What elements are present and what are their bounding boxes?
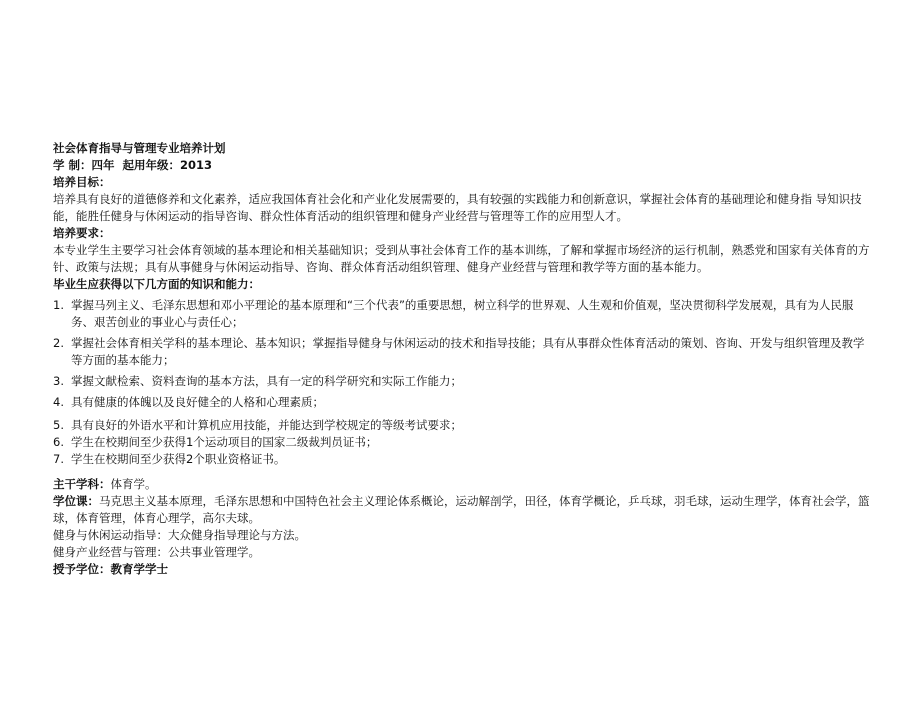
ability-number: 3. [53, 374, 64, 388]
direction-value: 大众健身指导理论与方法。 [168, 528, 306, 542]
objective-heading: 培养目标： [53, 175, 111, 189]
grade-label: 起用年级： [122, 158, 181, 172]
document-title: 社会体育指导与管理专业培养计划 [53, 141, 226, 155]
ability-number: 5. [53, 418, 64, 432]
objective-text: 培养具有良好的道德修养和文化素养，适应我国体育社会化和产业化发展需要的，具有较强的实践能力和创新意识，掌握社会体育的基础理论和健身指 导知识技能，能胜任健身与休闲运动的指导咨询、群众性体育活动的组织管理和健身产业经营与管理等工作的应用型人才。 [53, 192, 862, 223]
main-subject-value: 体育学。 [110, 477, 157, 491]
schooling-line [53, 157, 873, 174]
grade-value: 2013 [180, 158, 213, 172]
direction-line-1 [53, 527, 873, 544]
ability-item-2 [53, 335, 873, 369]
direction-label: 健身与休闲运动指导： [53, 528, 168, 542]
ability-item-1 [53, 297, 873, 331]
ability-item-4 [53, 394, 873, 411]
ability-number: 6. [53, 435, 64, 449]
ability-text: 具有良好的外语水平和计算机应用技能，并能达到学校规定的等级考试要求； [71, 418, 462, 432]
ability-text: 学生在校期间至少获得2个职业资格证书。 [71, 452, 286, 466]
schooling-years: 四年 [91, 158, 115, 172]
ability-text: 具有健康的体魄以及良好健全的人格和心理素质； [71, 395, 324, 409]
main-subject-line [53, 476, 873, 493]
degree-courses-block [53, 493, 873, 527]
ability-text: 学生在校期间至少获得1个运动项目的国家二级裁判员证书； [71, 435, 378, 449]
ability-number: 1. [53, 298, 64, 312]
schooling-label: 学 制： [53, 158, 92, 172]
requirements-heading: 培养要求： [53, 226, 111, 240]
direction-value: 公共事业管理学。 [168, 545, 260, 559]
abilities-heading: 毕业生应获得以下几方面的知识和能力： [53, 277, 260, 291]
ability-number: 4. [53, 395, 64, 409]
main-subject-label: 主干学科： [53, 477, 111, 491]
direction-line-2 [53, 544, 873, 561]
ability-item-7 [53, 451, 873, 468]
direction-label: 健身产业经营与管理： [53, 545, 168, 559]
ability-number: 7. [53, 452, 64, 466]
ability-item-5 [53, 417, 873, 434]
ability-text: 掌握马列主义、毛泽东思想和邓小平理论的基本原理和“三个代表”的重要思想，树立科学的世界观、人生观和价值观，坚决贯彻科学发展观，具有为人民服务、艰苦创业的事业心与责任心； [71, 298, 854, 329]
degree-courses-label: 学位课： [53, 494, 99, 508]
degree-label: 授予学位： [53, 562, 111, 576]
ability-number: 2. [53, 336, 64, 350]
document-page [53, 140, 873, 578]
ability-text: 掌握文献检索、资料查询的基本方法，具有一定的科学研究和实际工作能力； [71, 374, 462, 388]
ability-item-6 [53, 434, 873, 451]
degree-value: 教育学学士 [110, 562, 168, 576]
ability-item-3 [53, 373, 873, 390]
degree-line [53, 561, 873, 578]
degree-courses-text: 马克思主义基本原理，毛泽东思想和中国特色社会主义理论体系概论，运动解剖学，田径，体育学概论，乒乓球，羽毛球，运动生理学，体育社会学，篮球，体育管理，体育心理学，高尔夫球。 [53, 494, 870, 525]
requirements-text: 本专业学生主要学习社会体育领域的基本理论和相关基础知识；受到从事社会体育工作的基本训练，了解和掌握市场经济的运行机制，熟悉党和国家有关体育的方针、政策与法规；具有从事健身与休闲运动指导、咨询、群众体育活动组织管理、健身产业经营与管理和教学等方面的基本能力。 [53, 243, 870, 274]
ability-text: 掌握社会体育相关学科的基本理论、基本知识；掌握指导健身与休闲运动的技术和指导技能；具有从事群众性体育活动的策划、咨询、开发与组织管理及教学等方面的基本能力； [71, 336, 865, 367]
